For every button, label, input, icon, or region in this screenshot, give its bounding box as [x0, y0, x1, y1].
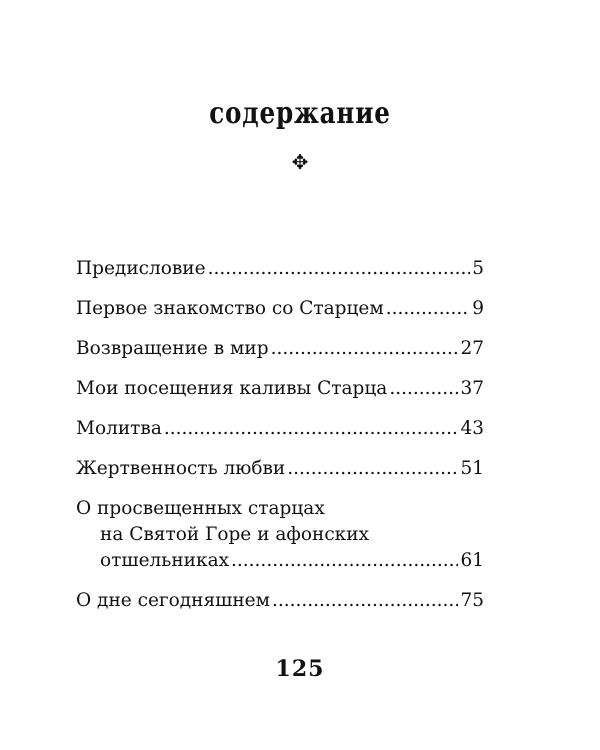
cross-ornament-icon: ✥ — [291, 150, 309, 174]
toc-entry-title: Мои посещения каливы Старца — [76, 378, 388, 399]
toc-entry-page: 43 — [460, 418, 484, 439]
toc-entry-title: Возвращение в мир — [76, 338, 269, 359]
page-title: содержание — [209, 96, 391, 131]
toc-entry[interactable] — [76, 256, 484, 282]
toc-entry-page: 37 — [460, 378, 484, 399]
toc-entry-title-line: отшельниках — [100, 550, 230, 571]
toc-entry-page: 27 — [460, 338, 484, 359]
toc-entry[interactable] — [76, 496, 484, 574]
dot-leader — [287, 456, 458, 482]
page-number: 125 — [275, 656, 325, 682]
table-of-contents — [76, 256, 484, 628]
toc-entry[interactable] — [76, 456, 484, 482]
toc-entry-title: Предисловие — [76, 258, 206, 279]
dot-leader — [208, 256, 471, 282]
toc-entry-page: 9 — [472, 298, 484, 319]
toc-entry-page: 75 — [460, 590, 484, 611]
toc-entry-title: Молитва — [76, 418, 162, 439]
toc-entry-title-line: О просвещенных старцах — [76, 498, 325, 519]
toc-entry-title: О дне сегодняшнем — [76, 590, 270, 611]
dot-leader — [271, 336, 459, 362]
dot-leader — [389, 376, 458, 402]
toc-entry-page: 5 — [472, 258, 484, 279]
toc-entry[interactable] — [76, 296, 484, 322]
dot-leader — [386, 296, 470, 322]
toc-entry-title-line: на Святой Горе и афонских — [100, 524, 369, 545]
dot-leader — [231, 548, 458, 574]
toc-entry[interactable] — [76, 376, 484, 402]
toc-entry[interactable] — [76, 336, 484, 362]
toc-entry-title: Жертвенность любви — [76, 458, 286, 479]
toc-entry-title: Первое знакомство со Старцем — [76, 298, 384, 319]
dot-leader — [164, 416, 459, 442]
toc-entry-page: 51 — [460, 458, 484, 479]
toc-entry-page: 61 — [460, 550, 484, 571]
dot-leader — [272, 588, 458, 614]
toc-entry[interactable] — [76, 588, 484, 614]
toc-entry[interactable] — [76, 416, 484, 442]
